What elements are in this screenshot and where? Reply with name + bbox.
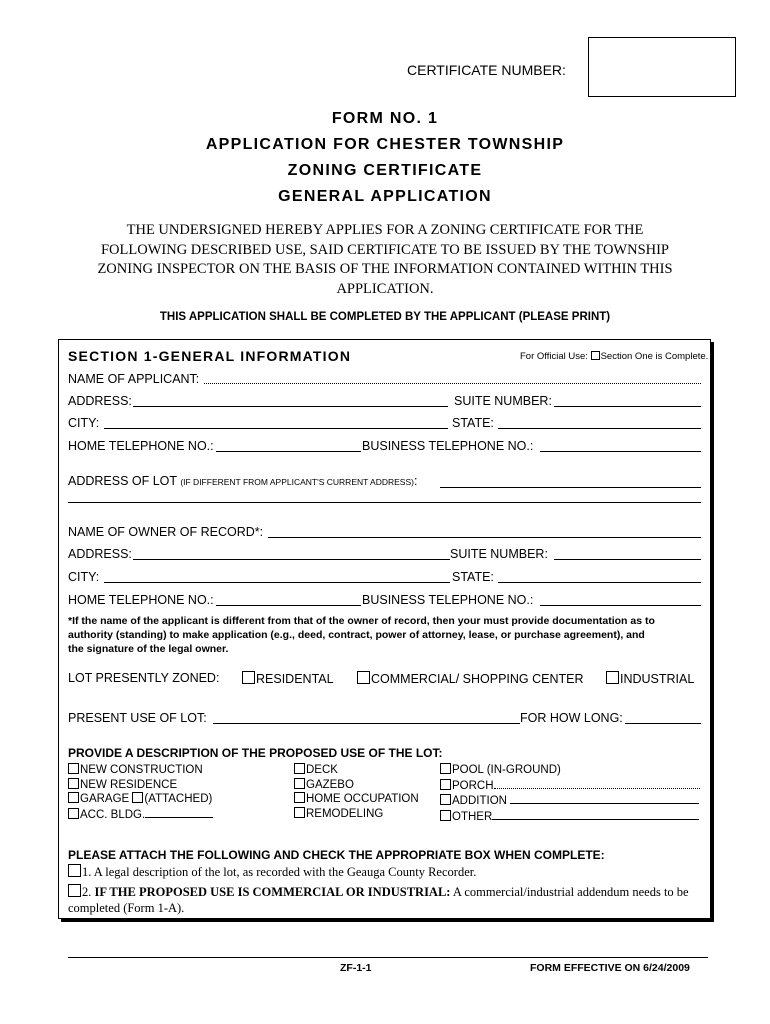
name-applicant-field[interactable]: [204, 383, 701, 384]
opt-new-construction[interactable]: [68, 763, 213, 778]
new-construction-checkbox[interactable]: [68, 763, 79, 774]
address-lot-field[interactable]: [440, 487, 701, 488]
section-1-heading: SECTION 1-GENERAL INFORMATION: [68, 348, 352, 364]
opt-gazebo[interactable]: [294, 778, 419, 793]
business-tel-label: BUSINESS TELEPHONE NO.:: [362, 439, 534, 453]
acc-bldg-checkbox[interactable]: [68, 808, 79, 819]
acc-bldg-field[interactable]: [145, 807, 213, 818]
intro-paragraph: [0, 221, 770, 299]
proposed-col-3: [440, 763, 700, 824]
other-label: OTHER: [452, 810, 493, 823]
other-field[interactable]: [492, 809, 699, 820]
opt-deck[interactable]: [294, 763, 419, 778]
home-tel-label: HOME TELEPHONE NO.:: [68, 439, 214, 453]
official-use: [520, 351, 708, 362]
how-long-label: FOR HOW LONG:: [520, 711, 623, 725]
garage-checkbox[interactable]: [68, 792, 79, 803]
title-line-3: ZONING CERTIFICATE: [287, 162, 483, 179]
city-field[interactable]: [104, 428, 448, 429]
owner-city-label: CITY:: [68, 570, 100, 584]
address-lot-note: (IF DIFFERENT FROM APPLICANT'S CURRENT ADDRESS): [180, 477, 414, 487]
title-line-4: GENERAL APPLICATION: [278, 188, 492, 205]
new-construction-label: NEW CONSTRUCTION: [80, 764, 203, 776]
title-line-2: APPLICATION FOR CHESTER TOWNSHIP: [205, 136, 565, 153]
home-occupation-label: HOME OCCUPATION: [306, 793, 419, 805]
opt-addition[interactable]: [440, 793, 700, 809]
porch-field[interactable]: [494, 778, 700, 789]
attach-2-cont: completed (Form 1-A).: [68, 901, 185, 915]
attach-1-label: 1. A legal description of the lot, as recorded with the Geauga County Recorder.: [82, 865, 477, 879]
section-complete-checkbox[interactable]: [591, 351, 600, 360]
owner-state-label: STATE:: [452, 570, 494, 584]
footer-divider: [68, 957, 708, 958]
intro-line-4: APPLICATION.: [336, 280, 434, 297]
proposed-col-1: [68, 763, 213, 822]
acc-bldg-label: ACC. BLDG.: [80, 808, 146, 821]
porch-label: PORCH: [452, 779, 494, 792]
certificate-number-box[interactable]: [588, 37, 736, 97]
addition-field[interactable]: [510, 793, 699, 804]
suite-label: SUITE NUMBER:: [454, 394, 552, 408]
zone-industrial[interactable]: [606, 671, 694, 686]
zone-residential-checkbox[interactable]: [242, 671, 255, 684]
form-title: [0, 106, 770, 210]
zone-commercial[interactable]: [357, 671, 584, 686]
attach-2-rest: A commercial/industrial addendum needs to be: [450, 885, 689, 899]
owner-business-tel-label: BUSINESS TELEPHONE NO.:: [362, 593, 534, 607]
how-long-field[interactable]: [625, 723, 701, 724]
address-label: ADDRESS:: [68, 394, 132, 408]
address-lot-field-2[interactable]: [68, 502, 701, 503]
zone-commercial-label: COMMERCIAL/ SHOPPING CENTER: [371, 672, 584, 686]
deck-label: DECK: [306, 764, 338, 776]
state-field[interactable]: [498, 428, 701, 429]
address-lot-colon: :: [413, 474, 418, 488]
owner-suite-label: SUITE NUMBER:: [450, 547, 548, 561]
attached-checkbox[interactable]: [132, 792, 143, 803]
suite-field[interactable]: [554, 406, 701, 407]
attach-2-bold: IF THE PROPOSED USE IS COMMERCIAL OR INDUSTRIAL:: [94, 885, 451, 899]
owner-city-field[interactable]: [104, 582, 450, 583]
other-checkbox[interactable]: [440, 810, 451, 821]
footer-code: ZF-1-1: [340, 962, 372, 974]
intro-line-1: THE UNDERSIGNED HEREBY APPLIES FOR A ZONING CERTIFICATE FOR THE: [126, 222, 644, 238]
title-line-1: FORM NO. 1: [331, 110, 439, 127]
instruction-text: THIS APPLICATION SHALL BE COMPLETED BY THE APPLICANT (PLEASE PRINT): [159, 311, 611, 323]
new-residence-label: NEW RESIDENCE: [80, 778, 178, 791]
garage-label: GARAGE: [80, 793, 130, 805]
zoned-label: LOT PRESENTLY ZONED:: [68, 671, 220, 685]
new-residence-checkbox[interactable]: [68, 778, 79, 789]
deck-checkbox[interactable]: [294, 763, 305, 774]
official-use-label: For Official Use:: [520, 351, 588, 362]
footnote-line-3: the signature of the legal owner.: [68, 643, 229, 655]
attach-item-2[interactable]: [68, 884, 689, 916]
intro-line-3: ZONING INSPECTOR ON THE BASIS OF THE INFORMATION CONTAINED WITHIN THIS: [97, 261, 673, 277]
opt-home-occupation[interactable]: [294, 792, 419, 807]
owner-address-field[interactable]: [133, 559, 450, 560]
owner-address-label: ADDRESS:: [68, 547, 132, 561]
footer-effective: FORM EFFECTIVE ON 6/24/2009: [530, 962, 690, 974]
footnote-line-2: authority (standing) to make application (e.g., deed, contract, power of attorney, lease, or purchase agreement), and: [68, 629, 645, 641]
addition-checkbox[interactable]: [440, 794, 451, 805]
opt-porch[interactable]: [440, 778, 700, 794]
opt-new-residence[interactable]: [68, 778, 213, 793]
owner-field[interactable]: [268, 537, 701, 538]
state-label: STATE:: [452, 416, 494, 430]
address-lot-label: [68, 474, 417, 488]
zone-industrial-checkbox[interactable]: [606, 671, 619, 684]
attached-label: (ATTACHED): [144, 793, 213, 805]
remodeling-label: REMODELING: [306, 807, 384, 820]
attach-heading: PLEASE ATTACH THE FOLLOWING AND CHECK THE APPROPRIATE BOX WHEN COMPLETE:: [68, 848, 605, 862]
owner-footnote: [68, 614, 708, 656]
zone-residential-label: RESIDENTAL: [256, 672, 334, 686]
business-tel-field[interactable]: [540, 451, 701, 452]
porch-checkbox[interactable]: [440, 779, 451, 790]
opt-remodeling[interactable]: [294, 807, 419, 822]
proposed-use-heading: PROVIDE A DESCRIPTION OF THE PROPOSED USE OF THE LOT:: [68, 746, 443, 760]
present-use-field[interactable]: [213, 723, 520, 724]
city-label: CITY:: [68, 416, 100, 430]
pool-checkbox[interactable]: [440, 763, 451, 774]
pool-label: POOL (IN-GROUND): [452, 764, 561, 776]
opt-acc-bldg[interactable]: [68, 807, 213, 823]
gazebo-checkbox[interactable]: [294, 778, 305, 789]
owner-home-tel-label: HOME TELEPHONE NO.:: [68, 593, 214, 607]
present-use-label: PRESENT USE OF LOT:: [68, 711, 207, 725]
zone-industrial-label: INDUSTRIAL: [620, 672, 695, 686]
name-applicant-label: NAME OF APPLICANT:: [68, 372, 200, 386]
opt-pool[interactable]: [440, 763, 700, 778]
remodeling-checkbox[interactable]: [294, 807, 305, 818]
attach-2-checkbox[interactable]: [68, 884, 81, 897]
addition-label: ADDITION: [452, 795, 507, 807]
home-tel-field[interactable]: [216, 451, 361, 452]
owner-label: NAME OF OWNER OF RECORD*:: [68, 525, 264, 539]
owner-suite-field[interactable]: [554, 559, 701, 560]
attach-1-checkbox[interactable]: [68, 864, 81, 877]
owner-business-tel-field[interactable]: [540, 605, 701, 606]
owner-state-field[interactable]: [498, 582, 701, 583]
zone-residential[interactable]: [242, 671, 334, 686]
certificate-label: CERTIFICATE NUMBER:: [407, 62, 566, 78]
attach-2-num: 2.: [82, 885, 92, 899]
opt-other[interactable]: [440, 809, 700, 825]
home-occupation-checkbox[interactable]: [294, 792, 305, 803]
intro-line-2: FOLLOWING DESCRIBED USE, SAID CERTIFICATE TO BE ISSUED BY THE TOWNSHIP: [100, 241, 669, 258]
footnote-line-1: *If the name of the applicant is different from that of the owner of record, then your must provide documentation as to: [68, 615, 655, 627]
address-lot-text: ADDRESS OF LOT: [68, 474, 177, 488]
attach-item-1[interactable]: [68, 864, 476, 880]
address-field[interactable]: [133, 406, 448, 407]
opt-garage[interactable]: [68, 792, 213, 807]
gazebo-label: GAZEBO: [306, 778, 354, 791]
official-check-label: Section One is Complete.: [600, 351, 709, 362]
proposed-col-2: [294, 763, 419, 821]
zone-commercial-checkbox[interactable]: [357, 671, 370, 684]
owner-home-tel-field[interactable]: [216, 605, 361, 606]
